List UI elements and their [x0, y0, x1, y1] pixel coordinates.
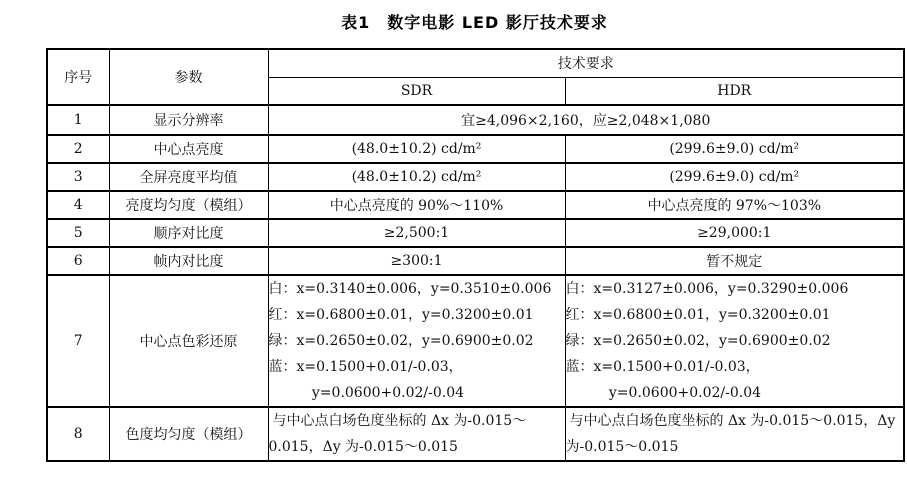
hdr-green-line: 绿：x=0.2650±0.02，y=0.6900±0.02: [565, 333, 831, 349]
header-param: 参数: [109, 49, 268, 105]
hdr-chromaticity-text: 与中心点白场色度坐标的 Δx 为-0.015～0.015，Δy 为-0.015～0.015: [565, 413, 896, 455]
table-row: [47, 275, 904, 407]
cell-r3-no: 3: [47, 163, 109, 191]
table-row: [47, 219, 904, 247]
cell-r3-sdr: (48.0±10.2) cd/m²: [268, 163, 565, 191]
sdr-red-line: 红：x=0.6800±0.01，y=0.3200±0.01: [268, 307, 534, 323]
cell-r1-merged: 宜≥4,096×2,160，应≥2,048×1,080: [268, 105, 904, 135]
cell-r1-no: 1: [47, 105, 109, 135]
sdr-blue-line: 蓝：x=0.1500+0.01/-0.03，: [268, 359, 463, 375]
spec-table: [46, 48, 905, 462]
cell-r2-no: 2: [47, 135, 109, 163]
hdr-blue-line: 蓝：x=0.1500+0.01/-0.03，: [565, 359, 760, 375]
cell-r8-hdr: [565, 407, 904, 461]
cell-r6-hdr: 暂不规定: [565, 247, 904, 275]
hdr-red-line: 红：x=0.6800±0.01，y=0.3200±0.01: [565, 307, 831, 323]
header-hdr: HDR: [565, 77, 904, 105]
cell-r7-no: 7: [47, 275, 109, 407]
cell-r6-no: 6: [47, 247, 109, 275]
cell-r4-hdr: 中心点亮度的 97%～103%: [565, 191, 904, 219]
cell-r3-param: 全屏亮度平均值: [109, 163, 268, 191]
sdr-green-line: 绿：x=0.2650±0.02，y=0.6900±0.02: [268, 333, 534, 349]
header-sdr: SDR: [268, 77, 565, 105]
cell-r4-no: 4: [47, 191, 109, 219]
cell-r6-param: 帧内对比度: [109, 247, 268, 275]
cell-r3-hdr: (299.6±9.0) cd/m²: [565, 163, 904, 191]
header-requirement: 技术要求: [268, 49, 904, 77]
table-row: [47, 163, 904, 191]
table-row: [47, 407, 904, 461]
table-row: [47, 191, 904, 219]
cell-r8-sdr: [268, 407, 565, 461]
cell-r5-no: 5: [47, 219, 109, 247]
sdr-chromaticity-text: 与中心点白场色度坐标的 Δx 为-0.015～0.015，Δy 为-0.015～0.015: [268, 413, 527, 455]
cell-r4-sdr: 中心点亮度的 90%～110%: [268, 191, 565, 219]
cell-r8-param: 色度均匀度（模组）: [109, 407, 268, 461]
cell-r7-hdr: [565, 275, 904, 407]
cell-r7-sdr: [268, 275, 565, 407]
hdr-blue-line-2: y=0.0600+0.02/-0.04: [608, 385, 762, 401]
table-row: [47, 135, 904, 163]
cell-r2-sdr: (48.0±10.2) cd/m²: [268, 135, 565, 163]
cell-r2-param: 中心点亮度: [109, 135, 268, 163]
cell-r5-sdr: ≥2,500:1: [268, 219, 565, 247]
cell-r1-param: 显示分辨率: [109, 105, 268, 135]
cell-r2-hdr: (299.6±9.0) cd/m²: [565, 135, 904, 163]
cell-r8-no: 8: [47, 407, 109, 461]
cell-r4-param: 亮度均匀度（模组）: [109, 191, 268, 219]
table-row: [47, 247, 904, 275]
cell-r6-sdr: ≥300:1: [268, 247, 565, 275]
hdr-white-line: 白：x=0.3127±0.006，y=0.3290±0.006: [565, 281, 849, 297]
table-title: 表1 数字电影 LED 影厅技术要求: [341, 13, 608, 32]
sdr-white-line: 白：x=0.3140±0.006，y=0.3510±0.006: [268, 281, 552, 297]
sdr-blue-line-2: y=0.0600+0.02/-0.04: [311, 385, 465, 401]
header-row-1: [47, 49, 904, 77]
cell-r5-param: 顺序对比度: [109, 219, 268, 247]
header-no: 序号: [47, 49, 109, 105]
cell-r5-hdr: ≥29,000:1: [565, 219, 904, 247]
cell-r7-param: 中心点色彩还原: [109, 275, 268, 407]
table-row: [47, 105, 904, 135]
